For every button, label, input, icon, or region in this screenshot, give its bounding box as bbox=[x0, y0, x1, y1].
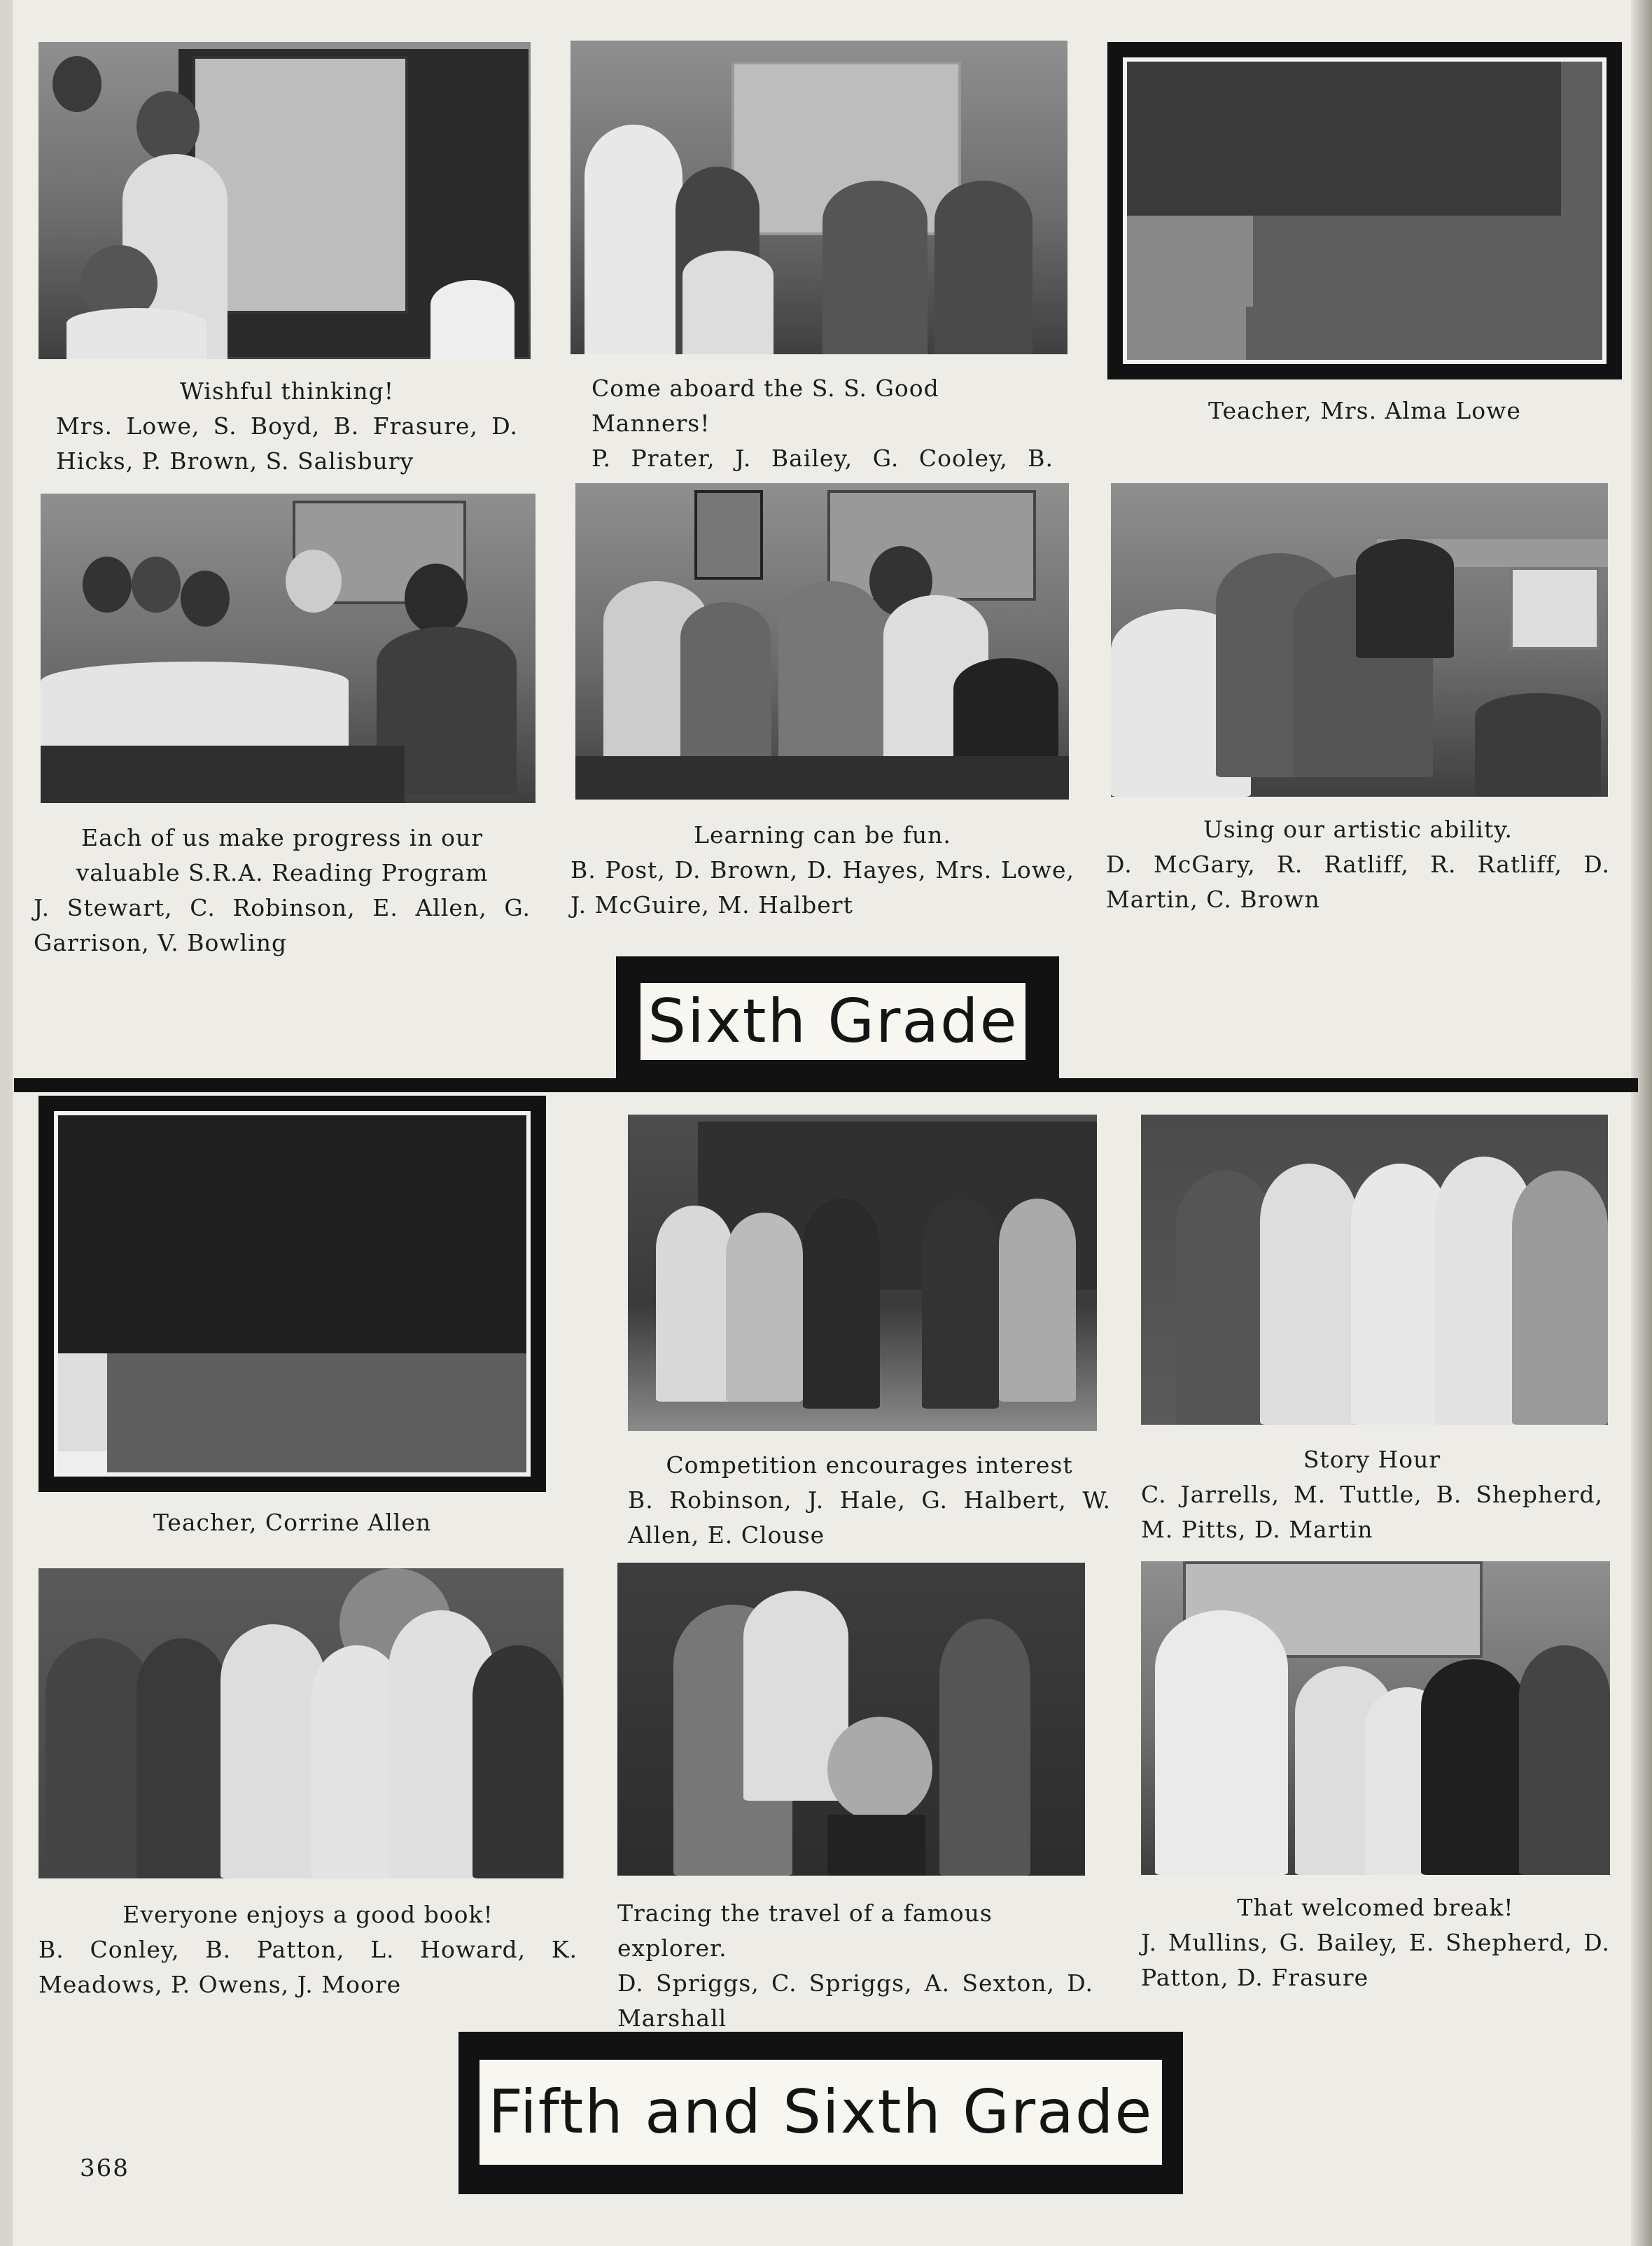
caption-title: Teacher, Corrine Allen bbox=[153, 1509, 432, 1536]
photo-wishful-thinking bbox=[38, 42, 531, 359]
caption-title: Teacher, Mrs. Alma Lowe bbox=[1208, 397, 1521, 424]
photo-story-hour bbox=[1141, 1115, 1608, 1425]
caption-welcomed-break bbox=[1141, 1890, 1610, 1995]
banner-fifth-sixth-grade-text: Fifth and Sixth Grade bbox=[479, 2060, 1162, 2165]
caption-story-hour bbox=[1141, 1442, 1603, 1547]
caption-sra-reading bbox=[34, 821, 531, 961]
caption-title: Using our artistic ability. bbox=[1203, 816, 1513, 843]
caption-names: D. Spriggs, C. Spriggs, A. Sexton, D. Marshall bbox=[617, 1969, 1093, 2032]
caption-teacher-corrine-allen bbox=[38, 1505, 546, 1540]
caption-title: That welcomed break! bbox=[1237, 1894, 1514, 1921]
caption-title: Wishful thinking! bbox=[179, 377, 395, 405]
caption-wishful-thinking bbox=[56, 374, 518, 479]
caption-title: Everyone enjoys a good book! bbox=[122, 1901, 493, 1928]
photo-good-manners bbox=[570, 41, 1068, 354]
caption-names: P. Prater, J. Bailey, G. Cooley, B. bbox=[592, 445, 1054, 472]
photo-famous-explorer bbox=[617, 1563, 1085, 1876]
banner-sixth-grade bbox=[616, 956, 1059, 1082]
caption-title: Competition encourages interest bbox=[666, 1451, 1073, 1479]
caption-title: Tracing the travel of a famous explorer. bbox=[617, 1899, 993, 1962]
caption-title: Story Hour bbox=[1303, 1446, 1441, 1473]
photo-teacher-corrine-allen bbox=[38, 1096, 546, 1492]
photo-sra-reading bbox=[41, 494, 536, 803]
photo-good-book bbox=[38, 1568, 564, 1878]
caption-names: D. McGary, R. Ratliff, R. Ratliff, D. Martin, C. Brown bbox=[1106, 851, 1610, 913]
caption-names: C. Jarrells, M. Tuttle, B. Shepherd, M. Pitts, D. Martin bbox=[1141, 1481, 1603, 1543]
caption-names: B. Post, D. Brown, D. Hayes, Mrs. Lowe, J. McGuire, M. Halbert bbox=[570, 856, 1074, 919]
caption-competition bbox=[628, 1448, 1111, 1553]
caption-names: Mrs. Lowe, S. Boyd, B. Frasure, D. Hicks, P. Brown, S. Salisbury bbox=[56, 412, 518, 475]
caption-teacher-alma-lowe bbox=[1107, 393, 1622, 428]
caption-names: J. Mullins, G. Bailey, E. Shepherd, D. Patton, D. Frasure bbox=[1141, 1929, 1610, 1991]
banner-fifth-sixth-grade bbox=[458, 2032, 1183, 2194]
photo-welcomed-break bbox=[1141, 1561, 1610, 1875]
caption-names: B. Conley, B. Patton, L. Howard, K. Meadows, P. Owens, J. Moore bbox=[38, 1936, 578, 1998]
page-number: 368 bbox=[80, 2154, 130, 2182]
banner-sixth-grade-text: Sixth Grade bbox=[640, 983, 1026, 1060]
caption-title: Learning can be fun. bbox=[694, 821, 951, 849]
photo-learning-fun bbox=[575, 483, 1069, 800]
caption-names: J. Stewart, C. Robinson, E. Allen, G. Garrison, V. Bowling bbox=[34, 894, 531, 956]
caption-good-book bbox=[38, 1897, 578, 2002]
left-page-edge bbox=[0, 0, 13, 2246]
caption-learning-fun bbox=[570, 818, 1074, 923]
photo-artistic-ability bbox=[1111, 483, 1608, 797]
caption-title: Come aboard the S. S. Good Manners! bbox=[592, 375, 939, 437]
photo-competition bbox=[628, 1115, 1097, 1431]
caption-names: B. Robinson, J. Hale, G. Halbert, W. Allen, E. Clouse bbox=[628, 1486, 1111, 1549]
photo-teacher-alma-lowe bbox=[1107, 42, 1622, 379]
caption-title: Each of us make progress in our valuable S.R.A. Reading Program bbox=[76, 824, 489, 886]
right-page-edge bbox=[1631, 0, 1652, 2246]
caption-artistic-ability bbox=[1106, 812, 1610, 917]
caption-famous-explorer bbox=[617, 1896, 1093, 2036]
